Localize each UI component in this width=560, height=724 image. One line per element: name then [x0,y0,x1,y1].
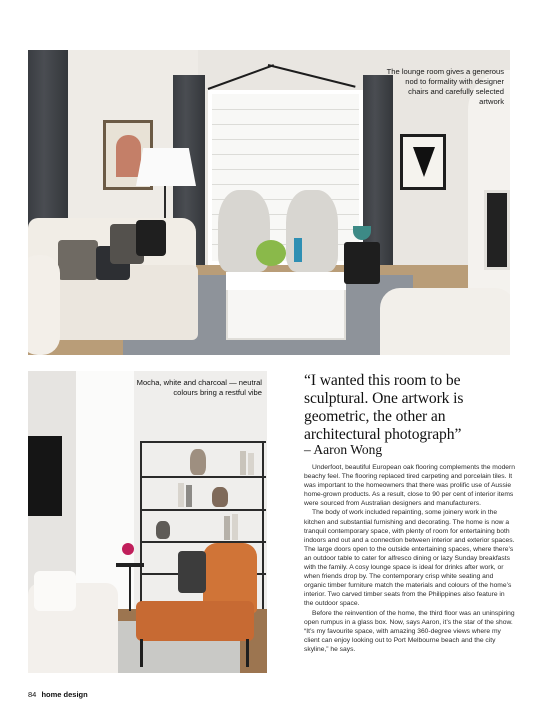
book [186,485,192,507]
book [232,514,238,540]
body-paragraph: The body of work included repainting, some joinery work in the kitchen and substantial furnishing and decorating. The home is now a tranquil contemporary space, with plenty of room for entertaining both indoors and out and a connection between interior and exterior spaces. The large doors open to the outside entertaining spaces, where there’s an outdoor table to cater for alfresco dining or lazy Sunday breakfasts with the family. A cosy lounge space is ideal for drinks after work, or when friends drop by. The contemporary crisp white seating and organic timber furniture match the materials and colours of the home’s interior. Two carved timber seats from the Philippines also feature in the outdoor space. [304,509,515,608]
shelf-3 [140,509,266,511]
charcoal-cushion [178,551,206,593]
floor-lamp-shade [136,148,196,186]
coffee-table-top [226,272,346,290]
orange-armchair [136,601,254,641]
cushion-patterned [58,240,98,280]
book [178,483,184,507]
vase [190,449,206,475]
sofa-arm [28,255,60,355]
quote-attribution: – Aaron Wong [304,442,383,457]
vase [212,487,228,507]
blue-sculpture [294,238,302,262]
book [248,453,254,475]
magazine-name: home design [41,690,88,699]
pull-quote: “I wanted this room to be sculptural. One artwork is geometric, the other an architectural photograph” [304,372,464,443]
body-paragraph: Underfoot, beautiful European oak flooring complements the modern beachy feel. The flooring replaced tired carpeting and porcelain tiles. It was important to the homeowners that there was prolific use of Aussie home-grown products. As a result, close to 90 per cent of interior items were sourced from Australian designers and manufacturers. [304,464,515,508]
chair-leg [246,639,249,667]
caption-mocha: Mocha, white and charcoal — neutral colours bring a restful vibe [136,378,262,397]
sofa-cushion [34,571,76,611]
body-paragraph: Before the reinvention of the home, the third floor was an uninspiring open rumpus in a glass box. Now, says Aaron, it’s the star of the show. “It’s my favourite space, with amazing 360-degree views where my client can enjoy looking out to Port Melbourne beach and the city skyline,” he says. [304,609,515,653]
page-number: 84 [28,690,37,699]
caption-lounge-room: The lounge room gives a generous nod to formality with designer chairs and carefully selected artwork [386,67,504,106]
page-folio [28,690,88,699]
chair-leg [140,639,143,667]
side-table [344,242,380,284]
article-body [304,463,515,654]
wall-tv [28,436,62,516]
mocha-corner-photo [28,371,267,673]
artwork-geometric [400,134,446,190]
vase [156,521,170,539]
white-armchair [380,288,510,355]
side-table-leg [129,567,131,611]
cushion-black [136,220,166,256]
book [224,516,230,540]
shelf-1 [140,441,266,443]
pendant-light-arm-2 [268,64,356,88]
fireplace [484,190,510,270]
book [240,451,246,475]
pendant-light-arm [208,64,274,90]
plant [256,240,286,266]
shelf-2 [140,476,266,478]
pink-flower [122,543,134,555]
